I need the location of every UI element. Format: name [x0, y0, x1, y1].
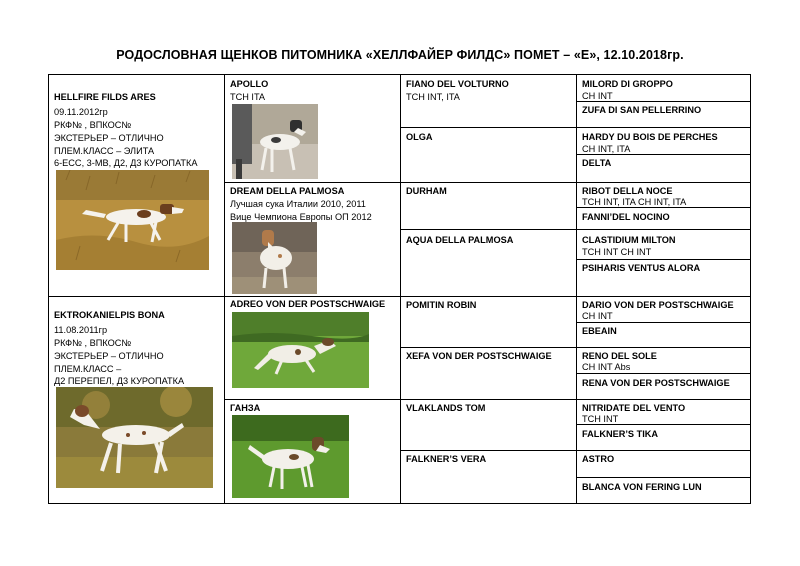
- sire-breeding-class: ПЛЕМ.КЛАСС – ЭЛИТА: [54, 146, 155, 156]
- sire-exterior: ЭКСТЕРЬЕР – ОТЛИЧНО: [54, 133, 164, 143]
- great-grandparent-name: XEFA VON DER POSTSCHWAIGE: [406, 351, 552, 361]
- gen4-titles: TCH INT CH INT: [582, 247, 652, 257]
- sire-registration: РКФ№ , ВПКОС№: [54, 120, 132, 130]
- gen4-name: ZUFA DI SAN PELLERRINO: [582, 105, 702, 115]
- sire-photo: [56, 170, 209, 270]
- column-divider: [224, 75, 225, 503]
- dam-name: EKTROKANIELPIS BONA: [54, 310, 165, 320]
- grandparent-photo: [232, 222, 317, 294]
- row-divider: [400, 450, 750, 451]
- great-grandparent-name: DURHAM: [406, 186, 447, 196]
- dam-exterior: ЭКСТЕРЬЕР – ОТЛИЧНО: [54, 351, 164, 361]
- gen4-name: FANNI’DEL NOCINO: [582, 212, 670, 222]
- row-divider: [224, 182, 750, 183]
- row-divider: [400, 229, 750, 230]
- great-grandparent-name: OLGA: [406, 132, 433, 142]
- gen4-name: DELTA: [582, 158, 612, 168]
- gen4-name: BLANCA VON FERING LUN: [582, 482, 702, 492]
- column-divider: [576, 75, 577, 503]
- grandparent-name: ADREO VON DER POSTSCHWAIGE: [230, 299, 386, 309]
- gen4-titles: CH INT: [582, 91, 613, 101]
- pedigree-table: [48, 74, 751, 504]
- grandparent-photo: [232, 415, 349, 498]
- grandparent-name: ГАНЗА: [230, 403, 261, 413]
- gen4-name: RENO DEL SOLE: [582, 351, 657, 361]
- great-grandparent-name: FALKNER’S VERA: [406, 454, 487, 464]
- gen4-titles: CH INT: [582, 311, 613, 321]
- gen4-name: DARIO VON DER POSTSCHWAIGE: [582, 300, 734, 310]
- row-divider: [49, 296, 750, 297]
- dam-breeding-class: ПЛЕМ.КЛАСС –: [54, 364, 122, 374]
- column-divider: [400, 75, 401, 503]
- sire-birthdate: 09.11.2012гр: [54, 107, 108, 117]
- gen4-name: ASTRO: [582, 454, 615, 464]
- great-grandparent-name: AQUA DELLA PALMOSA: [406, 235, 514, 245]
- row-divider: [400, 347, 750, 348]
- dam-birthdate: 11.08.2011гр: [54, 325, 108, 335]
- sire-name: HELLFIRE FILDS ARES: [54, 92, 156, 102]
- gen4-name: FALKNER’S TIKA: [582, 429, 659, 439]
- great-grandparent-name: POMITIN ROBIN: [406, 300, 477, 310]
- gen4-name: RENA VON DER POSTSCHWAIGE: [582, 378, 730, 388]
- grandparent-photo: [232, 312, 369, 388]
- page-title: РОДОСЛОВНАЯ ЩЕНКОВ ПИТОМНИКА «ХЕЛЛФАЙЕР ФИЛДС» ПОМЕТ – «Е», 12.10.2018гр.: [116, 48, 684, 62]
- grandparent-photo: [232, 104, 318, 179]
- gen4-name: PSIHARIS VENTUS ALORA: [582, 263, 701, 273]
- gen4-name: NITRIDATE DEL VENTO: [582, 403, 686, 413]
- gen4-name: CLASTIDIUM MILTON: [582, 235, 676, 245]
- row-divider: [576, 477, 750, 478]
- dam-titles: Д2 ПЕРЕПЕЛ, Д3 КУРОПАТКА: [54, 376, 185, 386]
- great-grandparent-titles: TCH INT, ITA: [406, 92, 460, 102]
- great-grandparent-name: FIANO DEL VOLTURNO: [406, 79, 509, 89]
- grandparent-title-line: Лучшая сука Италии 2010, 2011: [230, 199, 366, 209]
- sire-titles: 6-ЕСС, 3-МВ, Д2, Д3 КУРОПАТКА: [54, 158, 198, 168]
- row-divider: [400, 127, 750, 128]
- gen4-titles: CH INT Abs: [582, 362, 631, 372]
- gen4-name: HARDY DU BOIS DE PERCHES: [582, 132, 718, 142]
- gen4-name: RIBOT DELLA NOCE: [582, 186, 673, 196]
- grandparent-title-line: Вице Чемпиона Европы ОП 2012: [230, 212, 372, 222]
- gen4-name: MILORD DI GROPPO: [582, 79, 673, 89]
- gen4-titles: TCH INT: [582, 414, 619, 424]
- great-grandparent-name: VLAKLANDS TOM: [406, 403, 486, 413]
- row-divider: [576, 259, 750, 260]
- gen4-name: EBEAIN: [582, 326, 617, 336]
- row-divider: [224, 399, 750, 400]
- gen4-titles: TCH INT, ITA CH INT, ITA: [582, 197, 687, 207]
- gen4-titles: CH INT, ITA: [582, 144, 631, 154]
- grandparent-titles: TCH ITA: [230, 92, 266, 102]
- grandparent-name: DREAM DELLA PALMOSA: [230, 186, 345, 196]
- grandparent-name: APOLLO: [230, 79, 269, 89]
- dam-registration: РКФ№ , ВПКОС№: [54, 338, 132, 348]
- dam-photo: [56, 387, 213, 488]
